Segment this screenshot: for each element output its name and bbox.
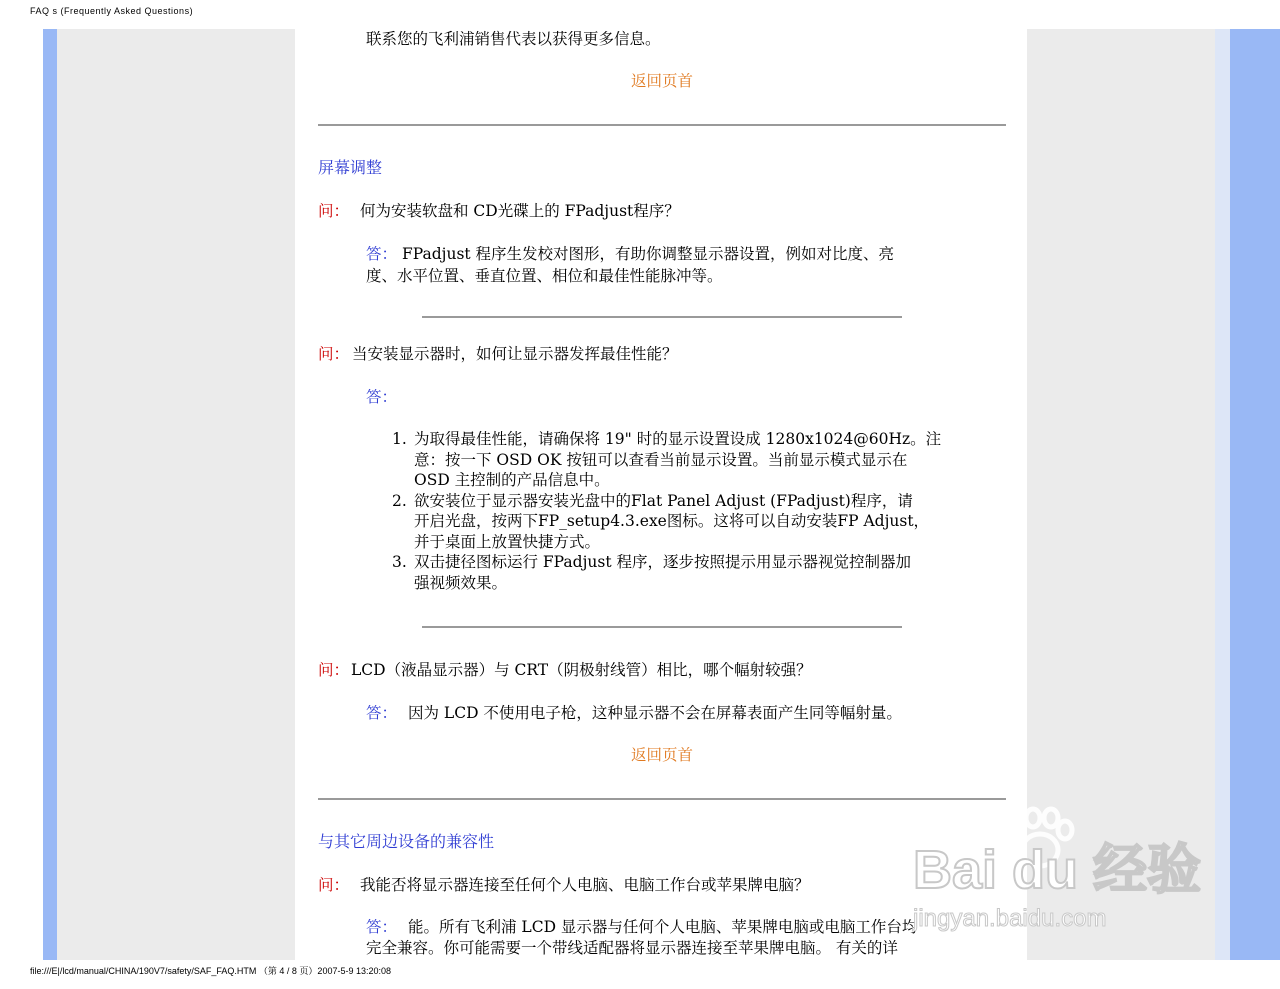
answer-text-line: 完全兼容。你可能需要一个带线适配器将显示器连接至苹果牌电脑。 有关的详 [366, 939, 898, 957]
answer-label: 答： [366, 245, 398, 263]
list-item-line: 并于桌面上放置快捷方式。 [414, 532, 601, 551]
list-item-line: 欲安装位于显示器安装光盘中的Flat Panel Adjust (FPadjust)程序，请 [414, 491, 913, 510]
question-label: 问： [318, 345, 350, 363]
page-footer-path: file:///E|/lcd/manual/CHINA/190V7/safety/SAF_FAQ.HTM （第 4 / 8 页）2007-5-9 13:20:08 [30, 966, 391, 976]
right-light-bar [1215, 29, 1230, 960]
list-item [392, 552, 957, 593]
qa-divider [422, 626, 902, 628]
baidu-watermark [905, 800, 1205, 940]
left-blue-bar [43, 29, 57, 960]
answer-steps-list [392, 429, 957, 593]
answer-text: 因为 LCD 不使用电子枪，这种显示器不会在屏幕表面产生同等幅射量。 [408, 704, 902, 722]
answer-text-line: FPadjust 程序生发校对图形，有助你调整显示器设置，例如对比度、亮 [402, 245, 895, 263]
watermark-url: jingyan.baidu.com [913, 905, 1107, 932]
list-item-number: 1. [392, 430, 407, 448]
question-text: 当安装显示器时，如何让显示器发挥最佳性能？ [352, 345, 678, 363]
window-title: FAQ s (Frequently Asked Questions) [30, 6, 194, 16]
right-blue-bar [1230, 29, 1280, 960]
section-heading-screen-adjust: 屏幕调整 [318, 158, 383, 177]
list-item-number: 3. [392, 553, 407, 571]
qa-divider [422, 316, 902, 318]
question-label: 问： [318, 661, 350, 679]
question-text: LCD（液晶显示器）与 CRT（阴极射线管）相比，哪个幅射较强？ [351, 661, 812, 679]
section-divider [318, 124, 1006, 126]
watermark-brand: Bai du 经验 [913, 840, 1202, 900]
answer-label: 答： [366, 388, 398, 406]
list-item [392, 429, 957, 491]
list-item [392, 491, 957, 553]
list-item-line: 意：按一下 OSD OK 按钮可以查看当前显示设置。当前显示模式显示在 [414, 450, 908, 469]
left-gray-margin [57, 29, 295, 960]
question-label: 问： [318, 876, 350, 894]
answer-text-line: 度、水平位置、垂直位置、相位和最佳性能脉冲等。 [366, 267, 723, 285]
question-text: 何为安装软盘和 CD光碟上的 FPadjust程序？ [360, 202, 680, 220]
list-item-line: 为取得最佳性能，请确保将 19" 时的显示设置设成 1280x1024@60Hz。注 [414, 430, 942, 448]
back-to-top-link[interactable]: 返回页首 [631, 746, 694, 764]
section-divider [318, 798, 1006, 800]
list-item-line: 开启光盘，按两下FP_setup4.3.exe图标。这将可以自动安装FP Adjust， [414, 512, 930, 530]
section-heading-compatibility: 与其它周边设备的兼容性 [318, 832, 495, 851]
answer-text-line: 能。所有飞利浦 LCD 显示器与任何个人电脑、苹果牌电脑或电脑工作台均 [408, 918, 918, 936]
question-text: 我能否将显示器连接至任何个人电脑、电脑工作台或苹果牌电脑？ [360, 876, 810, 894]
answer-label: 答： [366, 704, 398, 722]
contact-text: 联系您的飞利浦销售代表以获得更多信息。 [366, 30, 661, 48]
list-item-number: 2. [392, 491, 407, 510]
list-item-line: 双击捷径图标运行 FPadjust 程序，逐步按照提示用显示器视觉控制器加 [414, 553, 911, 571]
answer-label: 答： [366, 918, 398, 936]
list-item-line: 强视频效果。 [414, 573, 508, 592]
list-item-line: OSD 主控制的产品信息中。 [414, 471, 610, 489]
question-label: 问： [318, 202, 350, 220]
back-to-top-link[interactable]: 返回页首 [631, 72, 694, 90]
